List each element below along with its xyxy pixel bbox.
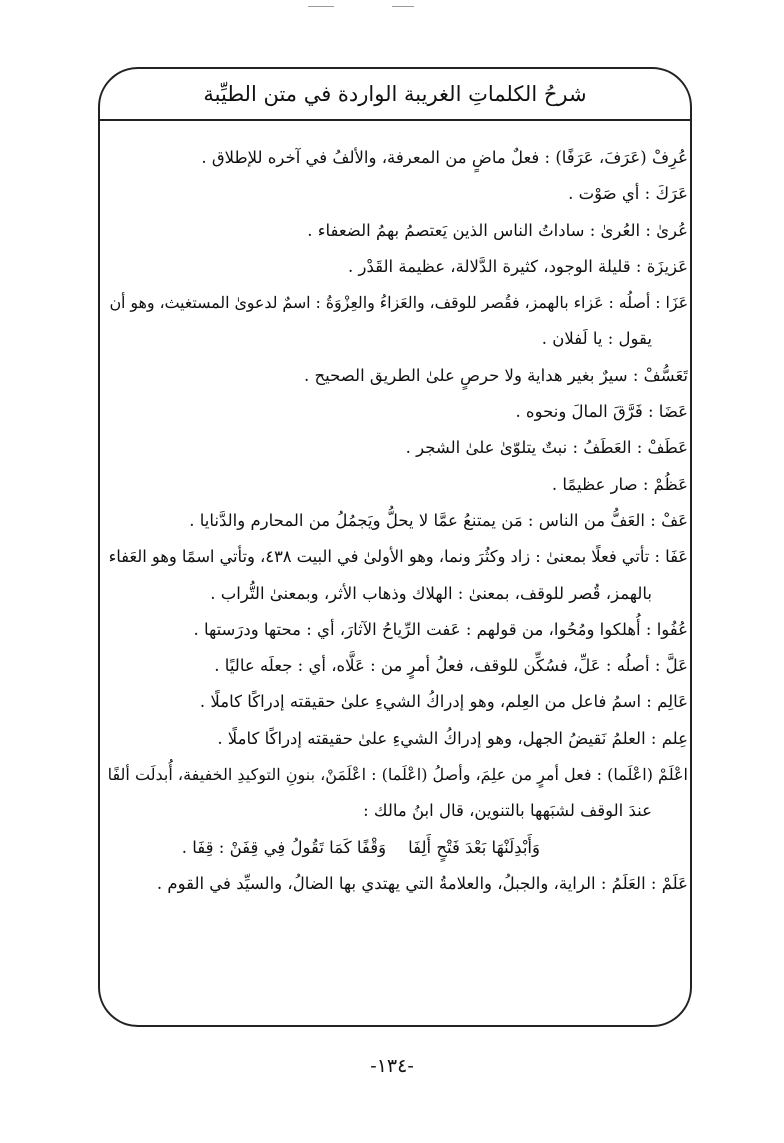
entry-line: عَلَّ : أصلُه : عَلِّ، فسُكِّن للوقف، فعلُ أمرٍ من : عَلَّاه، أي : جعلَه عاليًا .: [214, 656, 688, 676]
glossary-entry: [104, 866, 688, 902]
verse-line: [104, 830, 688, 866]
glossary-entry: [104, 757, 688, 830]
entry-line: عَلَمْ : العَلَمُ : الراية، والجبلُ، والعلامةُ التي يهتدي بها الضالُ، والسيِّد في القوم .: [156, 873, 688, 893]
glossary-entry: [104, 503, 688, 539]
entry-continuation-line: عندَ الوقف لشبَهها بالتنوين، قال ابنُ مالك :: [363, 801, 652, 821]
entry-line: عَزيزَة : قليلة الوجود، كثيرة الدَّلالة، عظيمة القَدْر .: [348, 256, 688, 276]
entry-continuation-line: يقول : يا لَفلان .: [541, 329, 652, 349]
entry-line: اعْلَمْ (اعْلَما) : فعل أمرٍ من علِمَ، وأصلُ (اعْلَما) : اعْلَمَنْ، بنونِ التوكيدِ الخفيفة، أُبدلَت ألفًا: [107, 765, 688, 785]
glossary-entry: [104, 394, 688, 430]
glossary-entry: [104, 539, 688, 612]
page-title: شرحُ الكلماتِ الغريبة الواردة في متن الطيِّبة: [203, 82, 587, 106]
entry-line: عَظُمْ : صار عظيمًا .: [551, 474, 688, 494]
verse-first-hemistich: وَأَبْدِلَنْهَا بَعْدَ فَتْحٍ أَلِفَا: [408, 837, 540, 857]
glossary-entry: [104, 358, 688, 394]
glossary-entry: [104, 648, 688, 684]
top-crop-marks: [0, 6, 784, 10]
glossary-entry: [104, 430, 688, 466]
entry-line: عُرىٰ : العُرىٰ : ساداتُ الناس الذين يَعتصمُ بهمُ الضعفاء .: [307, 220, 688, 240]
glossary-entry: [104, 140, 688, 176]
entry-line: عِلم : العلمُ نَقيضُ الجهل، وهو إدراكُ الشيءِ علىٰ حقيقته إدراكًا كاملًا .: [217, 728, 688, 748]
glossary-entry: [104, 612, 688, 648]
entry-line: عَطَفْ : العَطَفُ : نبتٌ يتلوّىٰ علىٰ الشجر .: [405, 438, 688, 458]
entry-line: عَالِم : اسمُ فاعل من العِلم، وهو إدراكُ الشيءِ علىٰ حقيقته إدراكًا كاملًا .: [199, 692, 688, 712]
glossary-entry: [104, 467, 688, 503]
entry-line: عَرَكَ : أي صَوْت .: [568, 184, 688, 204]
entry-line: عَفْ : العَفُّ من الناس : مَن يمتنعُ عمَّا لا يحلُّ ويَجمُلُ من المحارم والدَّنايا .: [189, 510, 688, 530]
glossary-entry: [104, 684, 688, 720]
entry-line: عَفَا : تأتي فعلًا بمعنىٰ : زاد وكثُرَ ونما، وهو الأولىٰ في البيت ٤٣٨، وتأتي اسمًا وهو العَفاء: [108, 547, 688, 567]
glossary-entry: [104, 285, 688, 358]
page-header: [130, 78, 660, 118]
page-number: -١٣٤-: [370, 1055, 414, 1077]
entry-line: عَضَا : فَرَّقَ المالَ ونحوه .: [515, 402, 688, 422]
crop-mark: [392, 6, 414, 7]
glossary-entry: [104, 176, 688, 212]
entry-line: عَزَا : أصلُه : عَزاء بالهمز، فقُصر للوقف، والعَزاءُ والعِزْوَةُ : اسمٌ لدعوىٰ المستغيث، وهو أن: [109, 293, 688, 313]
entry-line: عُفُوا : أُهلكوا ومُحُوا، من قولهم : عَفت الرِّياحُ الآثارَ، أي : محتها ودرَستها .: [193, 619, 688, 639]
verse-second-hemistich: وَقْفًا كَمَا تَقُولُ فِي قِفَنْ : قِفَا .: [181, 837, 387, 857]
glossary-entry: [104, 213, 688, 249]
verse-quote: [104, 830, 688, 866]
glossary-entry: [104, 721, 688, 757]
glossary-body: [104, 140, 688, 902]
entry-line: تَعَسُّفْ : سيرٌ بغير هداية ولا حرصٍ علىٰ الطريق الصحيح .: [303, 365, 688, 385]
crop-mark: [308, 6, 334, 7]
header-divider: [99, 119, 691, 121]
entry-line: عُرِفْ (عَرَفَ، عَرَفًا) : فعلٌ ماضٍ من المعرفة، والألفُ في آخره للإطلاق .: [201, 148, 688, 167]
entry-continuation-line: بالهمز، قُصر للوقف، بمعنىٰ : الهلاك وذهاب الأثر، وبمعنىٰ التُّراب .: [210, 583, 652, 603]
glossary-entry: [104, 249, 688, 285]
